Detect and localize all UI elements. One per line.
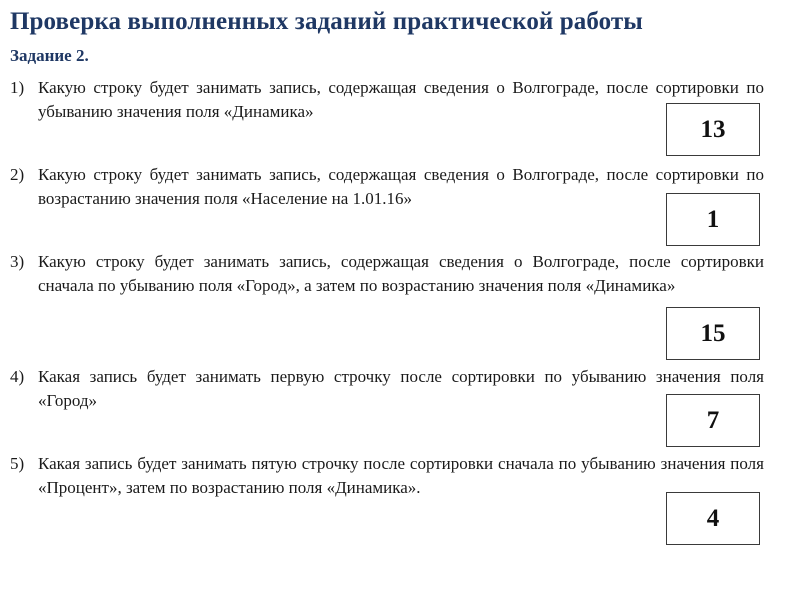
question-text: Какую строку будет занимать запись, содержащая сведения о Волгограде, после сортировки по убыванию значения поля «Динамика» — [38, 78, 764, 121]
page-title: Проверка выполненных заданий практической работы — [10, 8, 643, 35]
question-number: 4) — [10, 367, 25, 386]
answer-box-5: 4 — [666, 492, 760, 545]
question-number: 5) — [10, 454, 25, 473]
question-text: Какая запись будет занимать первую строчку после сортировки по убыванию значения поля «Город» — [38, 367, 764, 410]
question-2 — [10, 163, 764, 211]
question-text: Какую строку будет занимать запись, содержащая сведения о Волгограде, после сортировки сначала по убыванию поля «Город», а затем по возрастанию значения поля «Динамика» — [38, 252, 764, 295]
question-number: 3) — [10, 252, 25, 271]
answer-box-1: 13 — [666, 103, 760, 156]
answer-box-4: 7 — [666, 394, 760, 447]
task-heading: Задание 2. — [10, 46, 89, 65]
question-3 — [10, 250, 764, 298]
answer-box-2: 1 — [666, 193, 760, 246]
question-text: Какую строку будет занимать запись, содержащая сведения о Волгограде, после сортировки по возрастанию значения поля «Население на 1.01.16» — [38, 165, 764, 208]
question-number: 1) — [10, 78, 25, 97]
question-5 — [10, 452, 764, 500]
question-4 — [10, 365, 764, 413]
question-1 — [10, 76, 764, 124]
answer-box-3: 15 — [666, 307, 760, 360]
question-text: Какая запись будет занимать пятую строчку после сортировки сначала по убыванию значения поля «Процент», затем по возрастанию поля «Динамика». — [38, 454, 764, 497]
question-number: 2) — [10, 165, 25, 184]
